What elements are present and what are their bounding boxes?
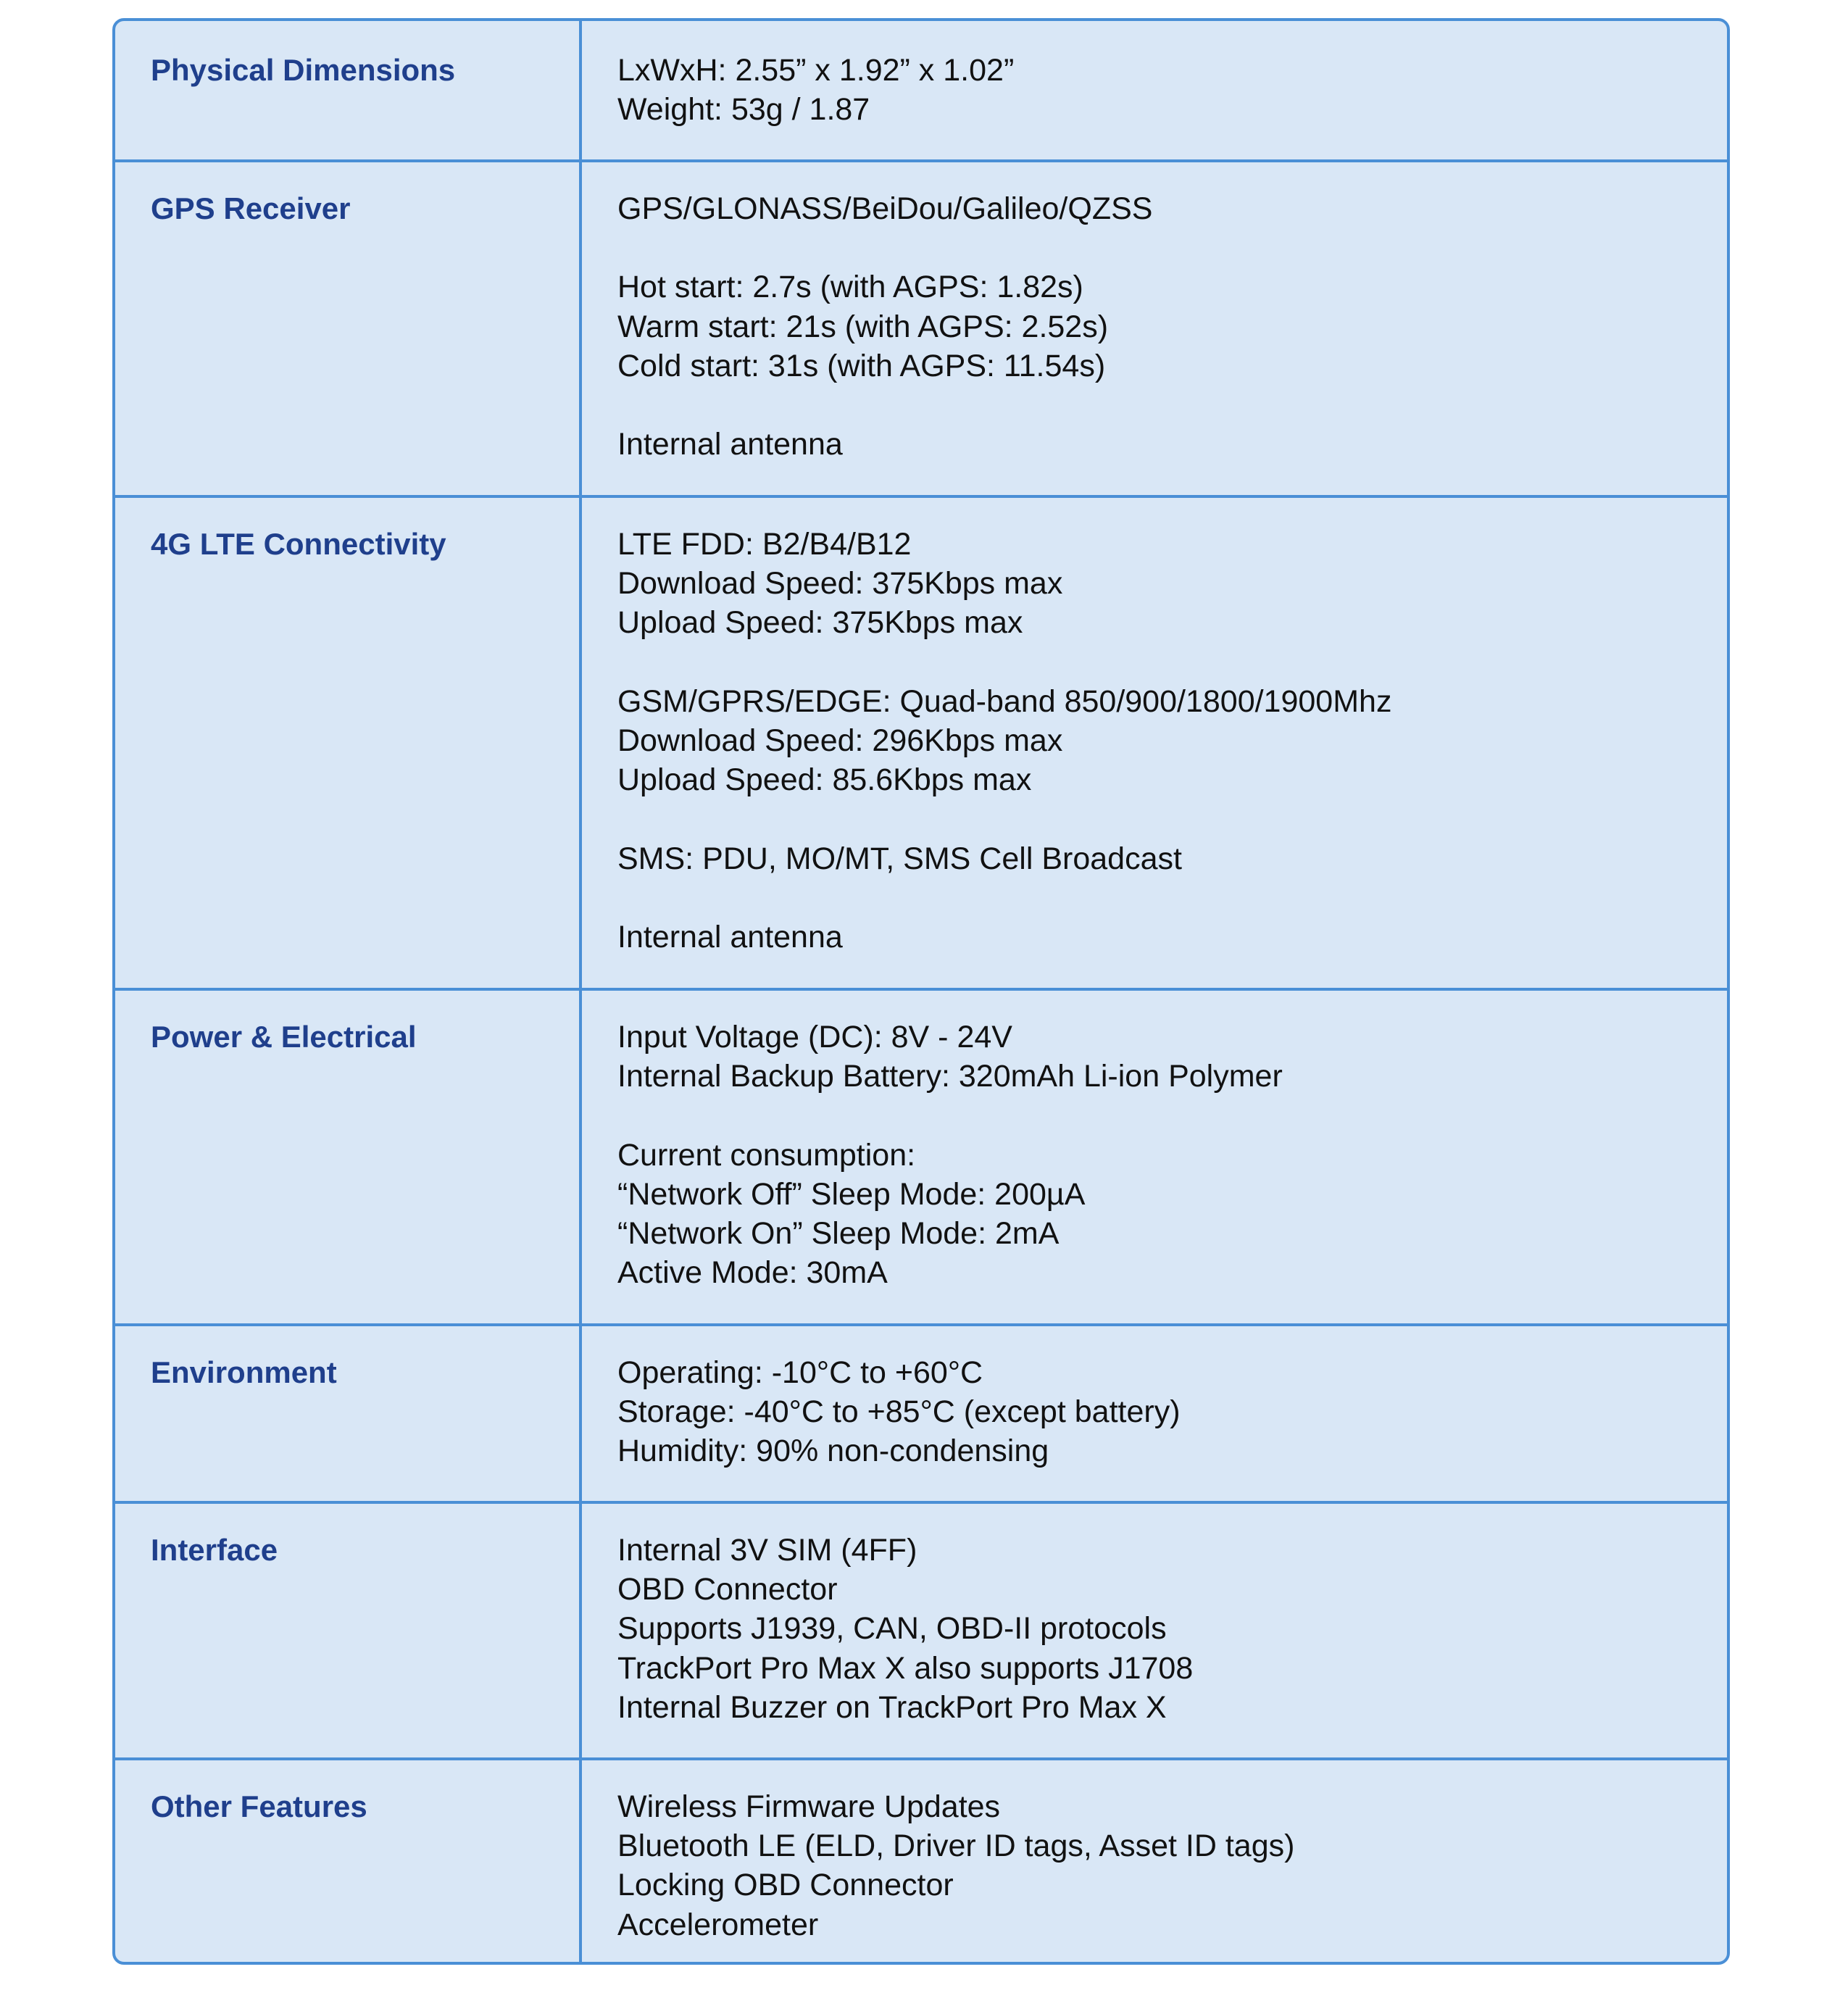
spec-label: Environment bbox=[151, 1355, 337, 1389]
spec-row-interface bbox=[115, 1501, 1727, 1757]
spec-label: Interface bbox=[151, 1533, 278, 1567]
spec-value: Input Voltage (DC): 8V - 24V Internal Backup Battery: 320mAh Li-ion Polymer Current consumption: “Network Off” Sleep Mode: 200µA “Network On” Sleep Mode: 2mA Active Mode: 30mA bbox=[617, 1020, 1283, 1291]
spec-value: Operating: -10°C to +60°C Storage: -40°C to +85°C (except battery) Humidity: 90% non-condensing bbox=[617, 1355, 1181, 1469]
spec-value: Internal 3V SIM (4FF) OBD Connector Supports J1939, CAN, OBD-II protocols TrackPort Pro Max X also supports J1708 Internal Buzzer on TrackPort Pro Max X bbox=[617, 1533, 1194, 1725]
spec-row-power-electrical bbox=[115, 988, 1727, 1323]
spec-row-physical-dimensions bbox=[115, 21, 1727, 159]
spec-value: GPS/GLONASS/BeiDou/Galileo/QZSS Hot start: 2.7s (with AGPS: 1.82s) Warm start: 21s (with AGPS: 2.52s) Cold start: 31s (with AGPS: 11.54s) Internal antenna bbox=[617, 191, 1153, 462]
spec-label: Power & Electrical bbox=[151, 1020, 417, 1054]
spec-label: 4G LTE Connectivity bbox=[151, 527, 446, 561]
spec-row-4g-lte-connectivity bbox=[115, 495, 1727, 988]
spec-row-other-features bbox=[115, 1757, 1727, 1965]
spec-value: LxWxH: 2.55” x 1.92” x 1.02” Weight: 53g / 1.87 bbox=[617, 53, 1015, 128]
spec-value: Wireless Firmware Updates Bluetooth LE (ELD, Driver ID tags, Asset ID tags) Locking OBD Connector Accelerometer bbox=[617, 1789, 1295, 1942]
spec-table bbox=[112, 18, 1730, 1965]
spec-row-environment bbox=[115, 1323, 1727, 1501]
spec-label: GPS Receiver bbox=[151, 191, 351, 225]
spec-value: LTE FDD: B2/B4/B12 Download Speed: 375Kbps max Upload Speed: 375Kbps max GSM/GPRS/EDGE: Quad-band 850/900/1800/1900Mhz Download Speed: 296Kbps max Upload Speed: 85.6Kbps max SMS: PDU, MO/MT, SMS Cell Broadcast Internal antenna bbox=[617, 527, 1392, 955]
spec-label: Physical Dimensions bbox=[151, 53, 456, 87]
spec-label: Other Features bbox=[151, 1789, 367, 1823]
spec-row-gps-receiver bbox=[115, 159, 1727, 495]
